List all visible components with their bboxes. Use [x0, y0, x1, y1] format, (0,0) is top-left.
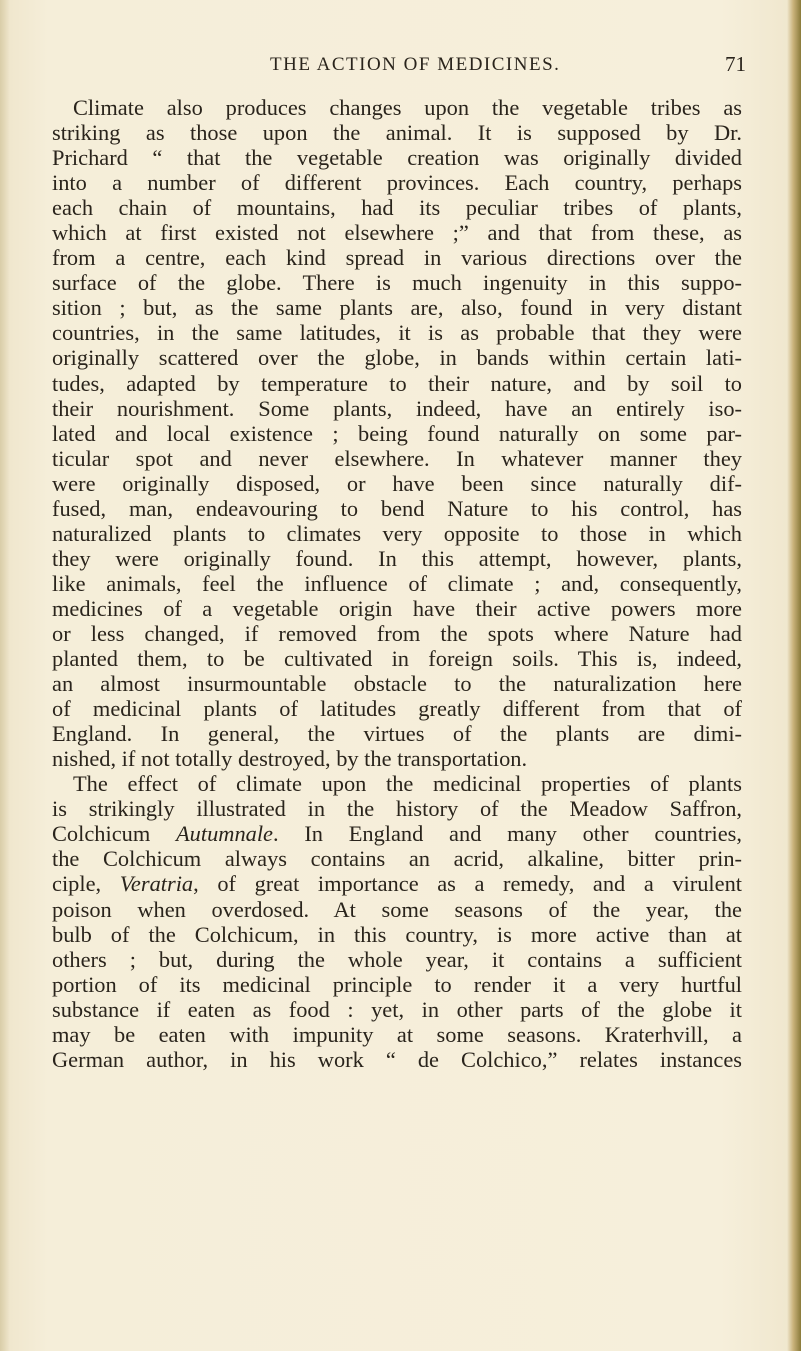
text-line-content: fused, man, endeavouring to bend Nature to his control, has [52, 495, 742, 521]
text-line-content: were originally disposed, or have been since naturally dif- [52, 470, 742, 496]
text-line-content: their nourishment. Some plants, indeed, have an entirely iso- [52, 395, 742, 421]
text-line-content: Prichard “ that the vegetable creation was originally divided [52, 145, 742, 171]
text-line-continuation: , of great importance as a remedy, and a virulent [193, 871, 742, 897]
text-line [52, 671, 742, 696]
text-line [52, 120, 742, 145]
text-line [52, 821, 742, 846]
running-head: THE ACTION OF MEDICINES. [270, 54, 561, 75]
text-line-content: lated and local existence ; being found naturally on some par- [52, 420, 742, 446]
text-line [52, 95, 742, 120]
text-line [52, 922, 742, 947]
body-text [52, 95, 742, 1072]
text-line-content: surface of the globe. There is much ingenuity in this suppo- [52, 270, 742, 296]
text-line [52, 295, 742, 320]
text-line [52, 997, 742, 1022]
page-header [0, 48, 801, 82]
text-line-content: which at first existed not elsewhere ;” and that from these, as [52, 220, 742, 246]
text-line [52, 696, 742, 721]
text-line [52, 170, 742, 195]
italic-term: Veratria [119, 871, 194, 897]
page-edge [787, 0, 801, 1351]
text-line-content: tudes, adapted by temperature to their nature, and by soil to [52, 370, 742, 396]
text-line-content: an almost insurmountable obstacle to the naturalization here [52, 671, 742, 697]
text-line [52, 245, 742, 270]
text-line [52, 721, 742, 746]
text-line [52, 521, 742, 546]
text-line [52, 496, 742, 521]
text-line [52, 621, 742, 646]
text-line-content: they were originally found. In this attempt, however, plants, [52, 545, 742, 571]
text-line-content: Climate also produces changes upon the vegetable tribes as [73, 95, 742, 120]
text-line [52, 371, 742, 396]
text-line-content: or less changed, if removed from the spots where Nature had [52, 620, 742, 646]
text-line [52, 972, 742, 997]
text-line-content: striking as those upon the animal. It is supposed by Dr. [52, 120, 742, 146]
text-line [52, 846, 742, 871]
text-line-content: German author, in his work “ de Colchico,” relates instances [52, 1046, 742, 1072]
text-line [52, 320, 742, 345]
text-line-content: each chain of mountains, had its peculiar tribes of plants, [52, 195, 742, 221]
text-line-content: ciple, [52, 871, 120, 897]
text-line [52, 446, 742, 471]
text-line-content: ticular spot and never elsewhere. In whatever manner they [52, 445, 742, 471]
text-line-continuation: . In England and many other countries, [273, 821, 742, 847]
text-line-content: nished, if not totally destroyed, by the transportation. [52, 746, 528, 772]
text-line-content: others ; but, during the whole year, it contains a sufficient [52, 946, 742, 972]
page-number: 71 [725, 52, 746, 76]
text-line [52, 596, 742, 621]
text-line [52, 1047, 742, 1072]
text-line-content: portion of its medicinal principle to render it a very hurtful [52, 971, 742, 997]
text-line-content: from a centre, each kind spread in various directions over the [52, 245, 742, 271]
text-line-content: poison when overdosed. At some seasons of the year, the [52, 896, 742, 922]
text-line-content: may be eaten with impunity at some seasons. Kraterhvill, a [52, 1021, 742, 1047]
text-line-content: medicines of a vegetable origin have their active powers more [52, 595, 742, 621]
text-line [52, 796, 742, 821]
text-line-content: of medicinal plants of latitudes greatly different from that of [52, 696, 742, 722]
text-line-content: planted them, to be cultivated in foreign soils. This is, indeed, [52, 646, 742, 672]
text-line-content: naturalized plants to climates very opposite to those in which [52, 520, 742, 546]
text-line-content: is strikingly illustrated in the history of the Meadow Saffron, [52, 796, 742, 822]
text-line-content: England. In general, the virtues of the plants are dimi- [52, 721, 742, 747]
text-line-content: originally scattered over the globe, in bands within certain lati- [52, 345, 742, 371]
text-line [52, 471, 742, 496]
text-line [52, 646, 742, 671]
text-line [52, 897, 742, 922]
italic-term: Autumnale [175, 821, 273, 847]
text-line [52, 195, 742, 220]
text-line-content: The effect of climate upon the medicinal properties of plants [73, 771, 742, 797]
text-line [52, 396, 742, 421]
text-line [52, 771, 742, 796]
text-line [52, 220, 742, 245]
text-line [52, 947, 742, 972]
page-gutter-shadow [0, 0, 10, 1351]
text-line-content: the Colchicum always contains an acrid, alkaline, bitter prin- [52, 846, 742, 872]
text-line [52, 345, 742, 370]
text-line [52, 746, 742, 771]
text-line-content: bulb of the Colchicum, in this country, is more active than at [52, 921, 742, 947]
text-line-content: like animals, feel the influence of climate ; and, consequently, [52, 570, 742, 596]
text-line-content: into a number of different provinces. Each country, perhaps [52, 170, 742, 196]
text-line-content: countries, in the same latitudes, it is as probable that they were [52, 320, 742, 346]
text-line-content: sition ; but, as the same plants are, also, found in very distant [52, 295, 742, 321]
text-line-content: substance if eaten as food : yet, in other parts of the globe it [52, 996, 742, 1022]
text-line [52, 1022, 742, 1047]
text-line [52, 571, 742, 596]
text-line [52, 871, 742, 896]
text-line [52, 270, 742, 295]
text-line-content: Colchicum [52, 821, 176, 847]
text-line [52, 546, 742, 571]
text-line [52, 145, 742, 170]
text-line [52, 421, 742, 446]
